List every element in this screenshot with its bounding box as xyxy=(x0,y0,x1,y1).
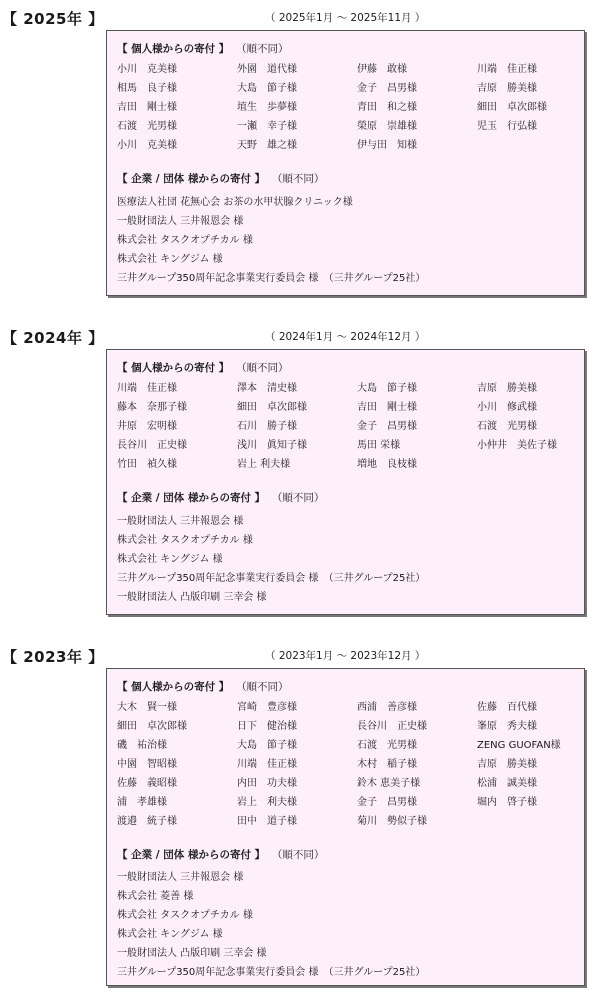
organization-name: 三井グループ350周年記念事業実行委員会 様 （三井グループ25社） xyxy=(117,573,426,584)
organization-name: 株式会社 キングジム 様 xyxy=(117,254,223,265)
donor-name: 増地 良枝様 xyxy=(357,459,417,470)
donor-name: 峯原 秀夫様 xyxy=(477,721,537,732)
donor-name: 宮崎 豊彦様 xyxy=(237,702,297,713)
donor-name: 浅川 眞知子様 xyxy=(237,440,307,451)
donor-name: 日下 健治様 xyxy=(237,721,297,732)
organization-name: 株式会社 タスクオプチカル 様 xyxy=(117,910,253,921)
donor-box xyxy=(106,349,585,615)
donor-name: ZENG GUOFAN様 xyxy=(477,740,561,751)
individual-donor-list xyxy=(117,60,577,155)
organization-name: 三井グループ350周年記念事業実行委員会 様 （三井グループ25社） xyxy=(117,967,426,978)
organization-name: 医療法人社団 花無心会 お茶の水甲状腺クリニック様 xyxy=(117,197,353,208)
year-title: 【 2025年 】 xyxy=(2,10,104,28)
organization-name: 一般財団法人 凸版印刷 三幸会 様 xyxy=(117,592,267,603)
donor-name: 渡邉 統子様 xyxy=(117,816,177,827)
period-range: （ 2024年1月 ～ 2024年12月 ） xyxy=(265,331,426,343)
donor-name: 石渡 光男様 xyxy=(357,740,417,751)
donor-name: 青田 和之様 xyxy=(357,102,417,113)
donor-name: 小川 克美様 xyxy=(117,140,177,151)
donor-name: 石渡 光男様 xyxy=(477,421,537,432)
donor-name: 細田 卓次郎様 xyxy=(477,102,547,113)
donor-name: 川端 佳正様 xyxy=(117,383,177,394)
donor-name: 堀内 啓子様 xyxy=(477,797,537,808)
organization-name: 一般財団法人 三井報恩会 様 xyxy=(117,872,244,883)
donor-name: 長谷川 正史様 xyxy=(117,440,187,451)
donor-name: 金子 昌男様 xyxy=(357,421,417,432)
donor-name: 天野 雄之様 xyxy=(237,140,297,151)
donor-name: 金子 昌男様 xyxy=(357,83,417,94)
donor-name: 川端 佳正様 xyxy=(477,64,537,75)
individual-heading: 【 個人様からの寄付 】 （順不同） xyxy=(117,681,289,693)
donor-name: 中園 智昭様 xyxy=(117,759,177,770)
donor-name: 相馬 良子様 xyxy=(117,83,177,94)
organization-name: 株式会社 タスクオプチカル 様 xyxy=(117,535,253,546)
organization-name: 株式会社 タスクオプチカル 様 xyxy=(117,235,253,246)
donor-name: 吉原 勝美様 xyxy=(477,83,537,94)
donor-name: 金子 昌男様 xyxy=(357,797,417,808)
donor-name: 岩上 利夫様 xyxy=(237,797,297,808)
donor-name: 児玉 行弘様 xyxy=(477,121,537,132)
donor-name: 石渡 光男様 xyxy=(117,121,177,132)
donor-name: 田中 道子様 xyxy=(237,816,297,827)
period-range: （ 2025年1月 ～ 2025年11月 ） xyxy=(265,12,426,24)
corporate-donor-list xyxy=(117,193,577,288)
donor-name: 大木 賢一様 xyxy=(117,702,177,713)
donor-name: 竹田 禎久様 xyxy=(117,459,177,470)
individual-donor-list xyxy=(117,379,577,474)
donor-name: 大島 節子様 xyxy=(357,383,417,394)
donor-name: 鈴木 恵美子様 xyxy=(357,778,421,789)
corporate-heading: 【 企業 / 団体 様からの寄付 】 （順不同） xyxy=(117,849,325,861)
donor-name: 大島 節子様 xyxy=(237,740,297,751)
donor-box xyxy=(106,30,585,296)
donor-name: 伊藤 敢様 xyxy=(357,64,407,75)
donor-name: 外園 道代様 xyxy=(237,64,297,75)
donor-name: 吉田 剛士様 xyxy=(117,102,177,113)
corporate-donor-list xyxy=(117,868,577,982)
donor-name: 伊与田 知様 xyxy=(357,140,417,151)
donor-name: 長谷川 正史様 xyxy=(357,721,427,732)
donor-name: 吉原 勝美様 xyxy=(477,759,537,770)
donor-name: 浦 孝雄様 xyxy=(117,797,167,808)
donor-name: 澤本 清史様 xyxy=(237,383,297,394)
individual-heading: 【 個人様からの寄付 】 （順不同） xyxy=(117,43,289,55)
donor-name: 井原 宏明様 xyxy=(117,421,177,432)
organization-name: 一般財団法人 三井報恩会 様 xyxy=(117,216,244,227)
donor-box xyxy=(106,668,585,986)
donor-name: 川端 佳正様 xyxy=(237,759,297,770)
donor-name: 馬田 栄様 xyxy=(357,440,401,451)
donor-name: 木村 稲子様 xyxy=(357,759,417,770)
donor-name: 細田 卓次郎様 xyxy=(237,402,307,413)
donor-name: 菊川 勢似子様 xyxy=(357,816,427,827)
donor-name: 小川 修武様 xyxy=(477,402,537,413)
corporate-heading: 【 企業 / 団体 様からの寄付 】 （順不同） xyxy=(117,173,325,185)
year-title: 【 2023年 】 xyxy=(2,648,104,666)
organization-name: 一般財団法人 三井報恩会 様 xyxy=(117,516,244,527)
period-range: （ 2023年1月 ～ 2023年12月 ） xyxy=(265,650,426,662)
donor-name: 磯 祐治様 xyxy=(117,740,167,751)
individual-donor-list xyxy=(117,698,577,831)
organization-name: 株式会社 菱善 様 xyxy=(117,891,194,902)
organization-name: 一般財団法人 凸版印刷 三幸会 様 xyxy=(117,948,267,959)
organization-name: 株式会社 キングジム 様 xyxy=(117,929,223,940)
donor-name: 藤本 奈那子様 xyxy=(117,402,187,413)
donor-name: 石川 勝子様 xyxy=(237,421,297,432)
donor-name: 吉田 剛士様 xyxy=(357,402,417,413)
organization-name: 三井グループ350周年記念事業実行委員会 様 （三井グループ25社） xyxy=(117,273,426,284)
donor-name: 大島 節子様 xyxy=(237,83,297,94)
donor-name: 小川 克美様 xyxy=(117,64,177,75)
donor-name: 西浦 善彦様 xyxy=(357,702,417,713)
donor-name: 佐藤 百代様 xyxy=(477,702,537,713)
corporate-heading: 【 企業 / 団体 様からの寄付 】 （順不同） xyxy=(117,492,325,504)
donor-name: 内田 功夫様 xyxy=(237,778,297,789)
donor-name: 小仲井 美佐子様 xyxy=(477,440,557,451)
donor-name: 吉原 勝美様 xyxy=(477,383,537,394)
donor-name: 一瀬 幸子様 xyxy=(237,121,297,132)
corporate-donor-list xyxy=(117,512,577,607)
individual-heading: 【 個人様からの寄付 】 （順不同） xyxy=(117,362,289,374)
donor-name: 松浦 誠美様 xyxy=(477,778,537,789)
donor-name: 岩上 利夫様 xyxy=(237,459,291,470)
donor-name: 榮原 崇雄様 xyxy=(357,121,417,132)
donor-name: 佐藤 義昭様 xyxy=(117,778,177,789)
year-title: 【 2024年 】 xyxy=(2,329,104,347)
organization-name: 株式会社 キングジム 様 xyxy=(117,554,223,565)
donor-name: 細田 卓次郎様 xyxy=(117,721,187,732)
donor-name: 埴生 歩夢様 xyxy=(237,102,297,113)
